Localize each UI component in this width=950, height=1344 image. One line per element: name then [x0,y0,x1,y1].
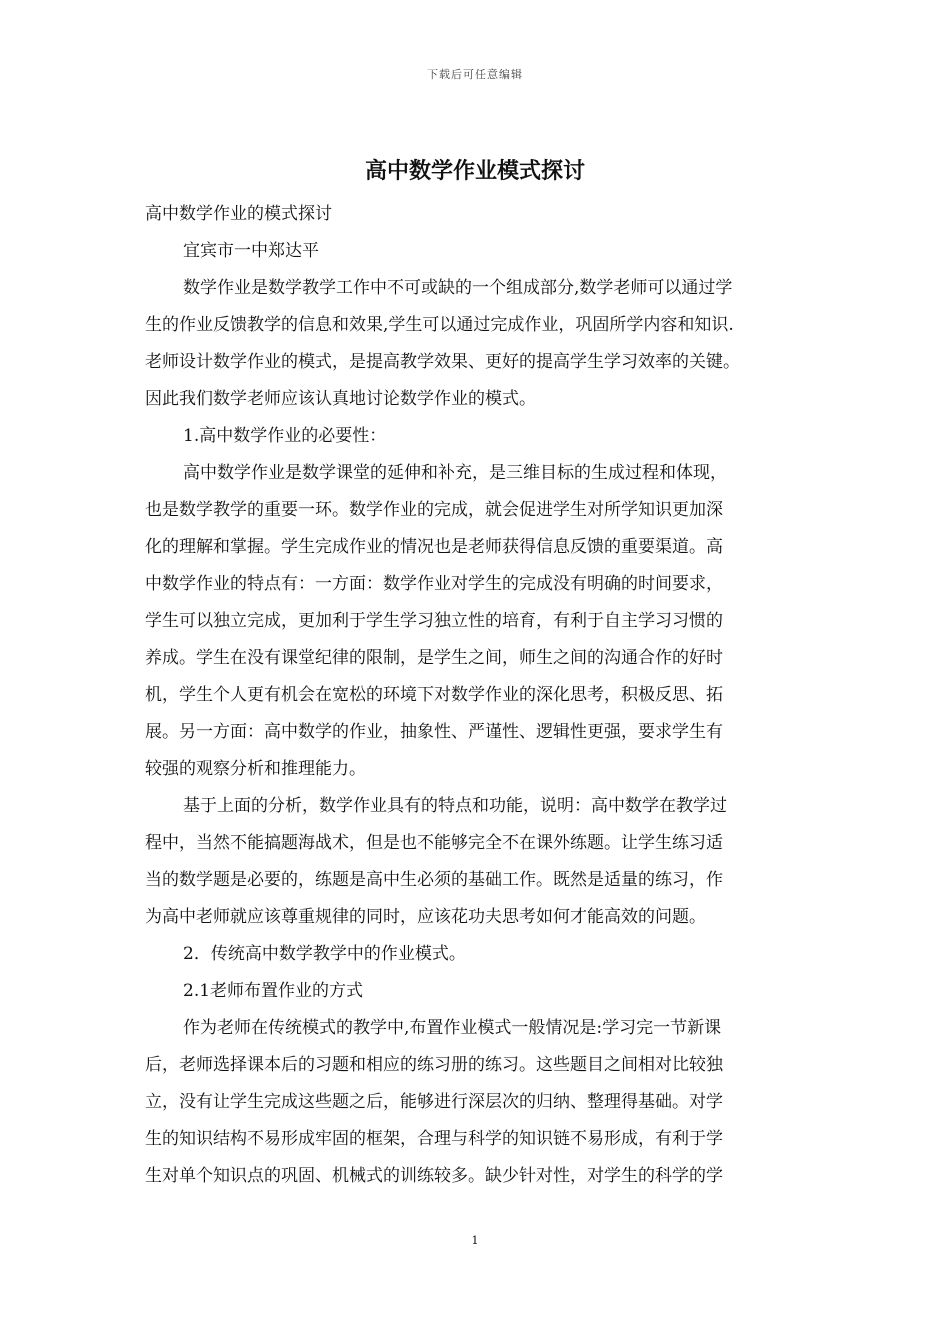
text-line: 中数学作业的特点有：一方面：数学作业对学生的完成没有明确的时间要求， [145,574,723,594]
text-line: 老师设计数学作业的模式，是提高教学效果、更好的提高学生学习效率的关键。 [145,352,740,372]
text-line: 较强的观察分析和推理能力。 [145,759,366,779]
text-line: 为高中老师就应该尊重规律的同时，应该花功夫思考如何才能高效的问题。 [145,907,706,927]
text-line: 2.1老师布置作业的方式 [183,981,364,1001]
document-title: 高中数学作业模式探讨 [364,159,585,184]
page-number: 1 [471,1234,479,1247]
text-line: 后，老师选择课本后的习题和相应的练习册的练习。这些题目之间相对比较独 [145,1055,723,1075]
text-line: 1.高中数学作业的必要性： [183,426,387,446]
text-line: 基于上面的分析，数学作业具有的特点和功能，说明：高中数学在教学过 [183,796,727,816]
text-line: 生的知识结构不易形成牢固的框架，合理与科学的知识链不易形成，有利于学 [145,1129,723,1149]
text-line: 展。另一方面：高中数学的作业，抽象性、严谨性、逻辑性更强，要求学生有 [145,722,723,742]
document-body [145,196,810,1195]
header-note: 下载后可任意编辑 [427,68,523,81]
text-line: 也是数学教学的重要一环。数学作业的完成，就会促进学生对所学知识更加深 [145,500,723,520]
text-line: 生的作业反馈教学的信息和效果,学生可以通过完成作业，巩固所学内容和知识. [145,315,734,335]
text-line: 作为老师在传统模式的教学中,布置作业模式一般情况是:学习完一节新课 [183,1018,722,1038]
text-line: 高中数学作业是数学课堂的延伸和补充，是三维目标的生成过程和体现， [183,463,727,483]
text-line: 生对单个知识点的巩固、机械式的训练较多。缺少针对性，对学生的科学的学 [145,1166,723,1186]
text-line: 数学作业是数学教学工作中不可或缺的一个组成部分,数学老师可以通过学 [183,278,733,298]
text-line: 程中，当然不能搞题海战术，但是也不能够完全不在课外练题。让学生练习适 [145,833,723,853]
text-line: 化的理解和掌握。学生完成作业的情况也是老师获得信息反馈的重要渠道。高 [145,537,723,557]
text-line: 立，没有让学生完成这些题之后，能够进行深层次的归纳、整理得基础。对学 [145,1092,723,1112]
text-line: 宜宾市一中郑达平 [183,241,319,261]
text-line: 高中数学作业的模式探讨 [145,204,332,224]
text-line: 2．传统高中数学教学中的作业模式。 [183,944,466,964]
text-line: 养成。学生在没有课堂纪律的限制，是学生之间，师生之间的沟通合作的好时 [145,648,723,668]
text-line: 因此我们数学老师应该认真地讨论数学作业的模式。 [145,389,536,409]
text-line: 学生可以独立完成，更加利于学生学习独立性的培育，有利于自主学习习惯的 [145,611,723,631]
text-line: 机，学生个人更有机会在宽松的环境下对数学作业的深化思考，积极反思、拓 [145,685,723,705]
text-line: 当的数学题是必要的，练题是高中生必须的基础工作。既然是适量的练习，作 [145,870,723,890]
